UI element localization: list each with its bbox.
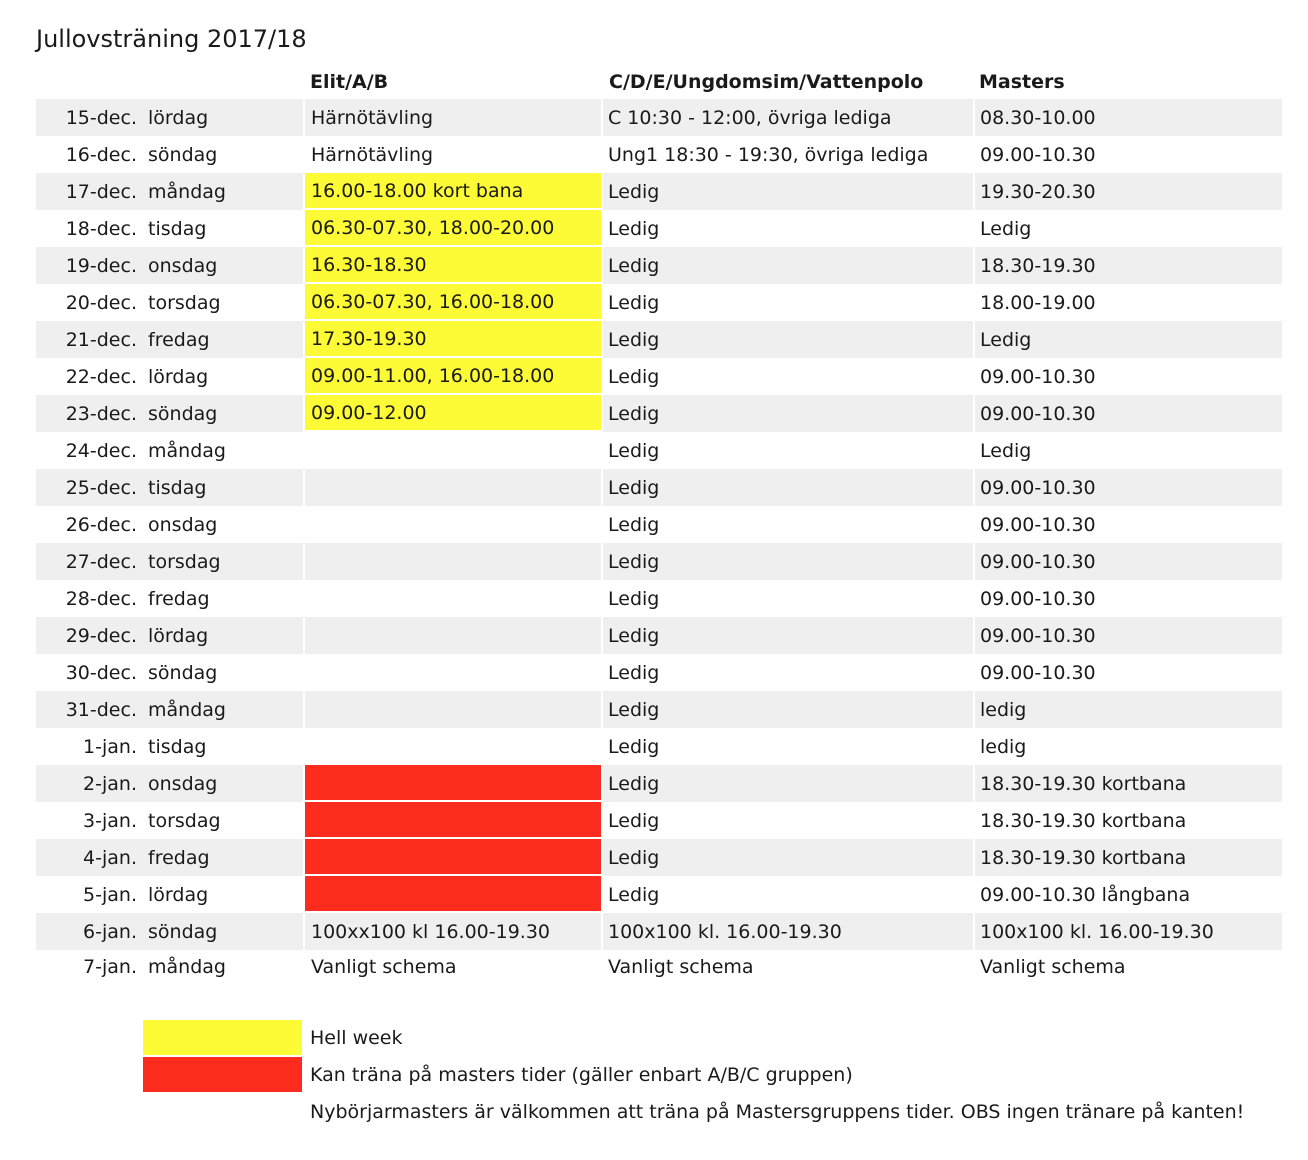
legend-swatch-hell-week <box>143 1020 302 1055</box>
row-day: onsdag <box>148 254 218 277</box>
row-elit <box>303 543 603 580</box>
row-cde: Ledig <box>608 587 660 610</box>
row-day: lördag <box>148 624 209 647</box>
row-date: 15-dec. <box>65 106 137 129</box>
table-row <box>36 802 1282 839</box>
row-masters: 09.00-10.30 <box>973 654 1282 691</box>
row-cde: Ledig <box>608 661 660 684</box>
row-elit: 100xx100 kl 16.00-19.30 <box>303 913 603 950</box>
row-cde: Ledig <box>608 254 660 277</box>
table-row <box>36 876 1282 913</box>
header-elit: Elit/A/B <box>310 71 389 93</box>
table-row <box>36 543 1282 580</box>
table-row <box>36 617 1282 654</box>
row-elit: 16.30-18.30 <box>303 247 603 284</box>
row-masters: 09.00-10.30 <box>973 395 1282 432</box>
row-elit <box>303 691 603 728</box>
row-day: söndag <box>148 661 218 684</box>
row-date: 29-dec. <box>65 624 137 647</box>
row-cde: Ledig <box>608 809 660 832</box>
row-cde: Ledig <box>608 476 660 499</box>
table-row <box>36 321 1282 358</box>
schedule-table <box>36 99 1282 984</box>
row-date: 22-dec. <box>65 365 137 388</box>
row-day: tisdag <box>148 476 207 499</box>
row-masters: Ledig <box>973 321 1282 358</box>
row-cde: Ung1 18:30 - 19:30, övriga lediga <box>608 143 929 166</box>
row-date: 24-dec. <box>65 439 137 462</box>
row-cde: Vanligt schema <box>608 956 754 978</box>
row-masters: 18.30-19.30 kortbana <box>973 765 1282 802</box>
header-masters: Masters <box>979 71 1065 93</box>
row-masters: ledig <box>973 728 1282 765</box>
row-cde: Ledig <box>608 735 660 758</box>
row-cde: Ledig <box>608 402 660 425</box>
table-row <box>36 99 1282 136</box>
row-date: 1-jan. <box>83 735 137 758</box>
row-date: 16-dec. <box>65 143 137 166</box>
row-day: tisdag <box>148 735 207 758</box>
row-date: 4-jan. <box>83 846 137 869</box>
row-masters: 18.00-19.00 <box>973 284 1282 321</box>
page-title: Jullovsträning 2017/18 <box>36 25 307 53</box>
row-elit <box>303 654 603 691</box>
row-masters: 09.00-10.30 långbana <box>973 876 1282 913</box>
table-row <box>36 913 1282 950</box>
row-date: 23-dec. <box>65 402 137 425</box>
row-masters: 19.30-20.30 <box>973 173 1282 210</box>
row-day: fredag <box>148 846 210 869</box>
row-day: onsdag <box>148 772 218 795</box>
row-cde: Ledig <box>608 328 660 351</box>
table-row <box>36 136 1282 173</box>
row-elit: 17.30-19.30 <box>303 321 603 358</box>
row-masters: 18.30-19.30 kortbana <box>973 802 1282 839</box>
row-masters: 09.00-10.30 <box>973 617 1282 654</box>
table-row <box>36 950 1282 984</box>
header-cde: C/D/E/Ungdomsim/Vattenpolo <box>609 71 924 93</box>
row-elit: Vanligt schema <box>303 950 603 984</box>
row-day: onsdag <box>148 513 218 536</box>
row-elit <box>303 506 603 543</box>
row-elit <box>303 765 603 802</box>
table-row <box>36 284 1282 321</box>
row-cde: Ledig <box>608 217 660 240</box>
row-masters: 09.00-10.30 <box>973 580 1282 617</box>
row-masters: 08.30-10.00 <box>973 99 1282 136</box>
row-date: 17-dec. <box>65 180 137 203</box>
legend-swatch-masters-tider <box>143 1057 302 1092</box>
table-row <box>36 173 1282 210</box>
row-elit <box>303 580 603 617</box>
legend-label-masters-tider: Kan träna på masters tider (gäller enbart A/B/C gruppen) <box>310 1064 853 1086</box>
row-day: lördag <box>148 883 209 906</box>
row-day: söndag <box>148 143 218 166</box>
legend-label-hell-week: Hell week <box>310 1027 403 1049</box>
row-elit <box>303 617 603 654</box>
row-day: måndag <box>148 956 226 978</box>
row-masters: 09.00-10.30 <box>973 506 1282 543</box>
row-day: måndag <box>148 698 226 721</box>
row-date: 2-jan. <box>83 772 137 795</box>
row-cde: Ledig <box>608 180 660 203</box>
row-day: lördag <box>148 365 209 388</box>
row-day: söndag <box>148 920 218 943</box>
row-cde: Ledig <box>608 365 660 388</box>
row-date: 30-dec. <box>65 661 137 684</box>
row-masters: 18.30-19.30 <box>973 247 1282 284</box>
row-masters: 09.00-10.30 <box>973 136 1282 173</box>
row-masters: 18.30-19.30 kortbana <box>973 839 1282 876</box>
table-row <box>36 580 1282 617</box>
table-row <box>36 210 1282 247</box>
row-elit: 06.30-07.30, 18.00-20.00 <box>303 210 603 247</box>
row-masters: 09.00-10.30 <box>973 543 1282 580</box>
row-date: 3-jan. <box>83 809 137 832</box>
row-masters: Ledig <box>973 210 1282 247</box>
row-date: 18-dec. <box>65 217 137 240</box>
row-day: tisdag <box>148 217 207 240</box>
table-row <box>36 839 1282 876</box>
row-masters: 100x100 kl. 16.00-19.30 <box>973 913 1282 950</box>
row-day: torsdag <box>148 550 221 573</box>
row-cde: C 10:30 - 12:00, övriga lediga <box>608 106 892 129</box>
row-day: måndag <box>148 180 226 203</box>
row-day: torsdag <box>148 291 221 314</box>
row-elit: 16.00-18.00 kort bana <box>303 173 603 210</box>
row-date: 7-jan. <box>83 956 137 978</box>
row-elit: Härnötävling <box>303 136 603 173</box>
row-elit <box>303 876 603 913</box>
row-masters: Ledig <box>973 432 1282 469</box>
table-row <box>36 358 1282 395</box>
row-day: fredag <box>148 328 210 351</box>
row-cde: Ledig <box>608 883 660 906</box>
row-date: 21-dec. <box>65 328 137 351</box>
row-date: 25-dec. <box>65 476 137 499</box>
row-date: 20-dec. <box>65 291 137 314</box>
row-elit <box>303 728 603 765</box>
legend-note: Nybörjarmasters är välkommen att träna på Mastersgruppens tider. OBS ingen tränare på kanten! <box>310 1101 1245 1123</box>
table-row <box>36 395 1282 432</box>
row-date: 31-dec. <box>65 698 137 721</box>
row-day: lördag <box>148 106 209 129</box>
row-elit <box>303 802 603 839</box>
row-cde: Ledig <box>608 846 660 869</box>
table-row <box>36 432 1282 469</box>
row-elit <box>303 839 603 876</box>
table-row <box>36 654 1282 691</box>
row-cde: 100x100 kl. 16.00-19.30 <box>608 920 842 943</box>
row-date: 19-dec. <box>65 254 137 277</box>
row-day: fredag <box>148 587 210 610</box>
table-row <box>36 691 1282 728</box>
row-elit <box>303 432 603 469</box>
row-cde: Ledig <box>608 291 660 314</box>
row-elit: 09.00-12.00 <box>303 395 603 432</box>
row-day: måndag <box>148 439 226 462</box>
row-masters: ledig <box>973 691 1282 728</box>
row-cde: Ledig <box>608 698 660 721</box>
table-row <box>36 506 1282 543</box>
row-date: 5-jan. <box>83 883 137 906</box>
table-row <box>36 728 1282 765</box>
row-date: 28-dec. <box>65 587 137 610</box>
table-row <box>36 765 1282 802</box>
row-day: söndag <box>148 402 218 425</box>
row-elit: 09.00-11.00, 16.00-18.00 <box>303 358 603 395</box>
row-date: 27-dec. <box>65 550 137 573</box>
row-cde: Ledig <box>608 624 660 647</box>
table-row <box>36 247 1282 284</box>
table-row <box>36 469 1282 506</box>
row-date: 6-jan. <box>83 920 137 943</box>
row-masters: 09.00-10.30 <box>973 469 1282 506</box>
row-date: 26-dec. <box>65 513 137 536</box>
row-cde: Ledig <box>608 550 660 573</box>
row-masters: 09.00-10.30 <box>973 358 1282 395</box>
row-cde: Ledig <box>608 772 660 795</box>
row-elit <box>303 469 603 506</box>
row-cde: Ledig <box>608 513 660 536</box>
row-cde: Ledig <box>608 439 660 462</box>
row-masters: Vanligt schema <box>973 950 1282 984</box>
row-day: torsdag <box>148 809 221 832</box>
row-elit: Härnötävling <box>303 99 603 136</box>
row-elit: 06.30-07.30, 16.00-18.00 <box>303 284 603 321</box>
